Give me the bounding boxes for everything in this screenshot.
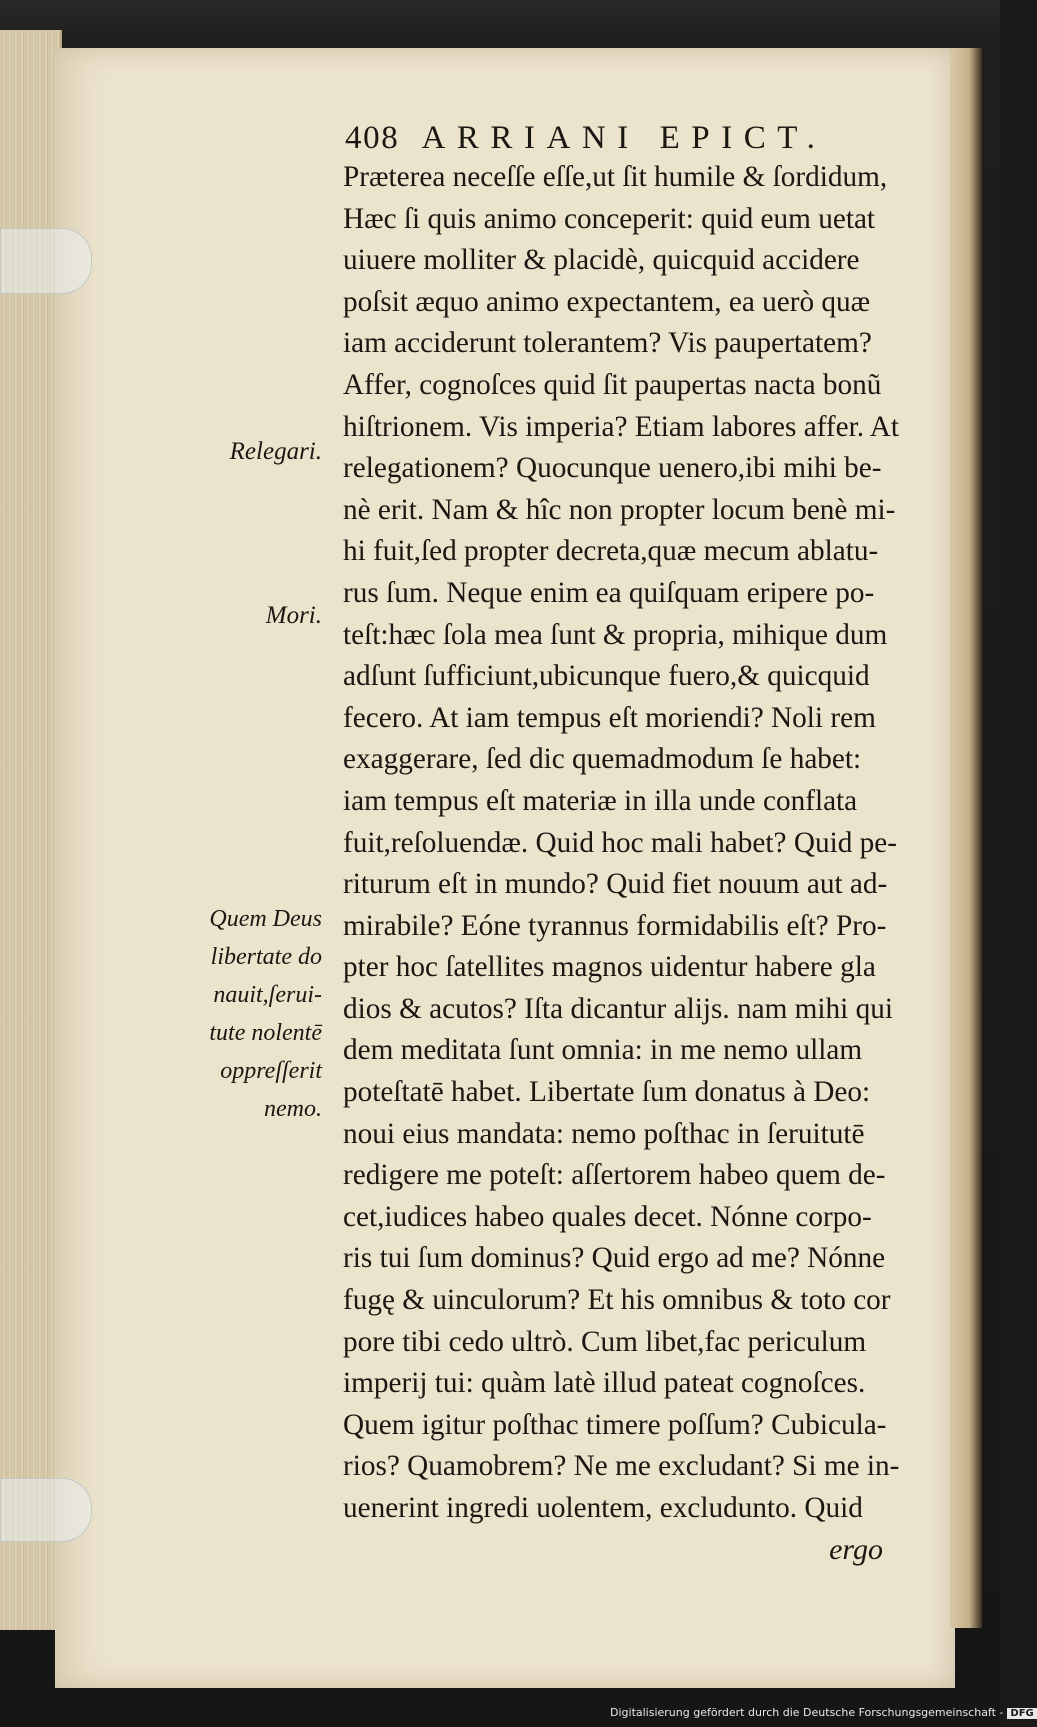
text-line: Præterea neceſſe eſſe,ut ſit humile & ſordidum, <box>343 160 888 193</box>
text-line: poſsit æquo animo expectantem, ea uerò quæ <box>343 284 871 318</box>
text-line: pter hoc ſatellites magnos uidentur habere gla <box>343 950 876 984</box>
text-line: rus ſum. Neque enim ea quiſquam eripere po- <box>343 575 875 609</box>
text-line: dios & acutos? Iſta dicantur alijs. nam mihi qui <box>343 991 893 1025</box>
text-line: Quem igitur poſthac timere poſſum? Cubicula- <box>343 1407 887 1441</box>
text-line: dem meditata ſunt omnia: in me nemo ullam <box>343 1033 863 1067</box>
marginal-note-line: nauit,ſerui- <box>213 982 322 1008</box>
text-line: iam tempus eſt materiæ in illa unde conflata <box>343 783 858 817</box>
text-line: fuit,reſoluendæ. Quid hoc mali habet? Quid pe- <box>343 825 897 859</box>
text-line: ris tui ſum dominus? Quid ergo ad me? Nónne <box>343 1241 886 1275</box>
text-line: pore tibi cedo ultrò. Cum libet,fac periculum <box>343 1324 867 1358</box>
marginal-note-line: Quem Deus <box>209 906 322 932</box>
text-line: uenerint ingredi uolentem, excludunto. Quid <box>343 1491 863 1524</box>
running-title: ARRIANI EPICT. <box>421 120 827 156</box>
text-line: teſt:hæc ſola mea ſunt & propria, mihique dum <box>343 617 888 651</box>
text-line: relegationem? Quocunque uenero,ibi mihi be- <box>343 451 882 485</box>
text-line: riturum eſt in mundo? Quid fiet nouum aut ad- <box>343 867 888 901</box>
marginal-note-mori: Mori. <box>265 602 322 629</box>
text-line: ergo <box>829 1532 883 1566</box>
text-line: exaggerare, ſed dic quemadmodum ſe habet: <box>343 742 862 776</box>
running-header <box>345 120 826 157</box>
marginal-note-line: libertate do <box>210 944 322 970</box>
marginal-note-relegari: Relegari. <box>229 438 322 465</box>
text-line: hi fuit,ſed propter decreta,quæ mecum ablatu- <box>343 534 879 568</box>
credit-text: Digitalisierung gefördert durch die Deutsche Forschungsgemeinschaft - <box>610 1706 1004 1719</box>
text-line: Hæc ſi quis animo conceperit: quid eum uetat <box>343 201 876 235</box>
page-number: 408 <box>345 120 400 156</box>
text-line: poteſtatē habet. Libertate ſum donatus à Deo: <box>343 1075 871 1109</box>
marginal-note-quem-deus <box>190 900 322 1128</box>
text-line: cet,iudices habeo quales decet. Nónne corpo- <box>343 1199 872 1233</box>
digitization-credit <box>610 1706 1037 1719</box>
text-line: adſunt ſufficiunt,ubicunque fuero,& quicquid <box>343 659 870 693</box>
text-line: rios? Quamobrem? Ne me excludant? Si me in- <box>343 1449 900 1483</box>
text-line: noui eius mandata: nemo poſthac in ſeruitutē <box>343 1116 865 1150</box>
text-line: Affer, cognoſces quid ſit paupertas nacta bonũ <box>343 367 882 401</box>
marginal-note-line: tute nolentē <box>209 1020 322 1046</box>
book-clip-bottom <box>0 1478 92 1542</box>
dfg-logo-icon: DFG <box>1007 1708 1036 1719</box>
text-line: iam acciderunt tolerantem? Vis paupertatem? <box>343 326 872 360</box>
marginal-note-line: nemo. <box>264 1096 322 1122</box>
text-line: uiuere molliter & placidè, quicquid accidere <box>343 243 860 277</box>
text-line: redigere me poteſt: aſſertorem habeo quem de- <box>343 1158 886 1192</box>
text-line: fugę & uinculorum? Et his omnibus & toto cor <box>343 1283 891 1317</box>
body-text <box>343 156 943 1570</box>
marginal-note-line: oppreſſerit <box>220 1058 322 1084</box>
text-line: mirabile? Eóne tyrannus formidabilis eſt? Pro- <box>343 908 887 942</box>
text-line: imperij tui: quàm latè illud pateat cognoſces. <box>343 1366 866 1400</box>
page-right-edge <box>950 48 982 1628</box>
text-line: nè erit. Nam & hîc non propter locum benè mi- <box>343 492 896 526</box>
text-line: hiſtrionem. Vis imperia? Etiam labores affer. At <box>343 409 900 443</box>
book-clip-top <box>0 228 92 294</box>
text-line: fecero. At iam tempus eſt moriendi? Noli rem <box>343 700 876 734</box>
